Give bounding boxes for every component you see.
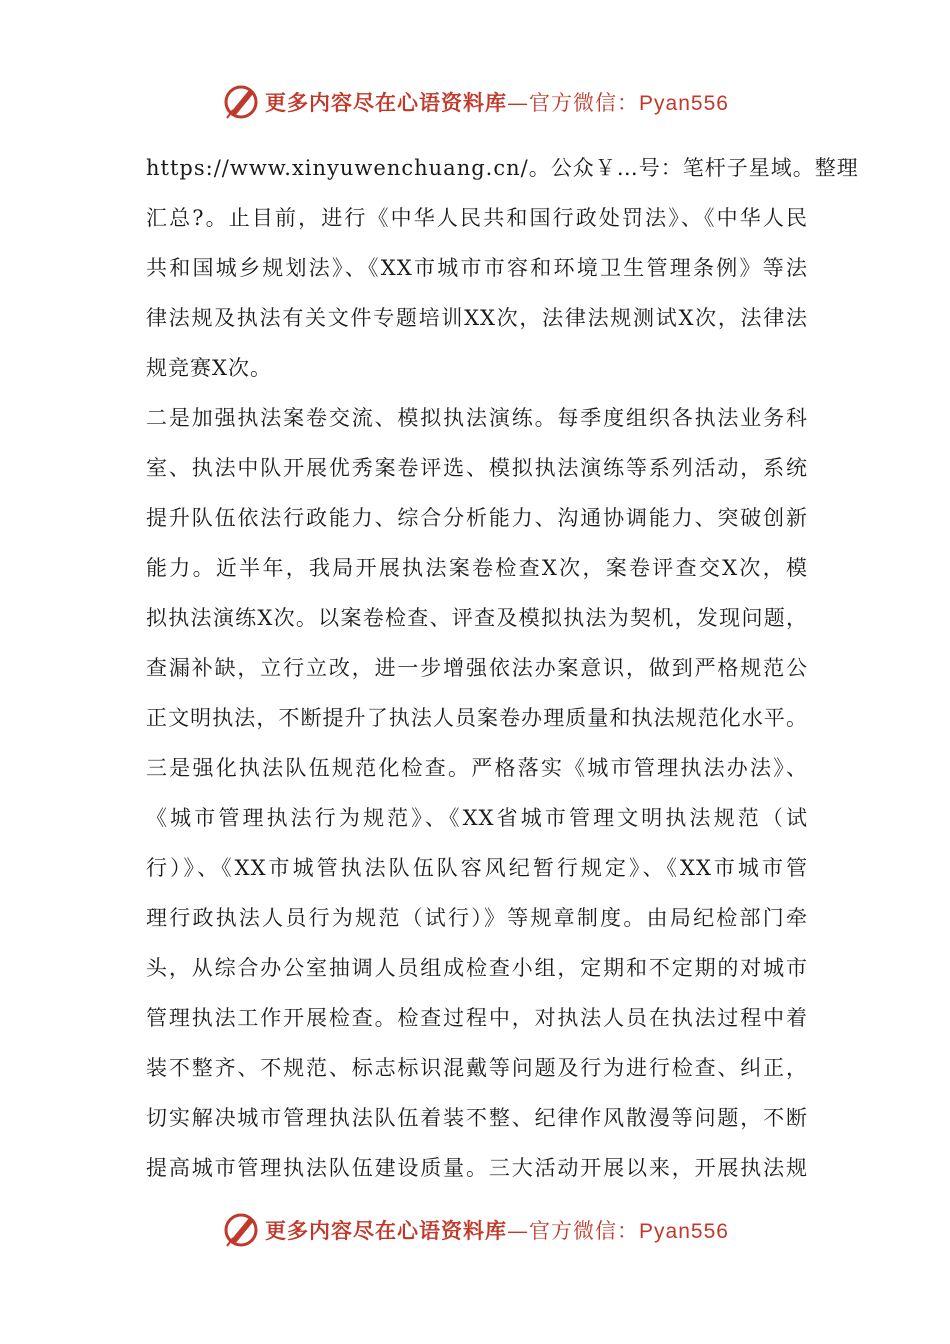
body-line: 律法规及执法有关文件专题培训XX次，法律法规测试X次，法律法 <box>146 306 808 330</box>
body-line: 提升队伍依法行政能力、综合分析能力、沟通协调能力、突破创新 <box>146 506 808 530</box>
body-line: 提高城市管理执法队伍建设质量。三大活动开展以来，开展执法规 <box>146 1156 808 1180</box>
header-wechat-id: Pyan556 <box>639 92 729 115</box>
body-line: 规竞赛X次。 <box>146 356 272 380</box>
body-line: 《城市管理执法行为规范》、《XX省城市管理文明执法规范（试 <box>146 806 808 830</box>
body-line: 行）》、《XX市城管执法队伍队容风纪暂行规定》、《XX市城市管 <box>146 856 808 880</box>
footer-banner-text <box>265 1215 729 1245</box>
body-line: 共和国城乡规划法》、《XX市城市市容和环境卫生管理条例》等法 <box>146 256 808 280</box>
footer-dash: — <box>507 1219 530 1243</box>
body-line: 正文明执法，不断提升了执法人员案卷办理质量和执法规范化水平。 <box>146 706 808 730</box>
footer-banner <box>0 1208 950 1252</box>
body-line: 能力。近半年，我局开展执法案卷检查X次，案卷评查交X次，模 <box>146 556 808 580</box>
pen-logo-icon <box>221 82 261 122</box>
body-line: 切实解决城市管理执法队伍着装不整、纪律作风散漫等问题，不断 <box>146 1106 808 1130</box>
body-line: https://www.xinyuwenchuang.cn/。公众￥…号：笔杆子星域。整理 <box>146 156 859 180</box>
body-line: 头，从综合办公室抽调人员组成检查小组，定期和不定期的对城市 <box>146 956 808 980</box>
header-wechat-label: 官方微信： <box>529 91 640 115</box>
footer-slogan: 更多内容尽在心语资料库 <box>265 1218 508 1243</box>
body-line: 管理执法工作开展检查。检查过程中，对执法人员在执法过程中着 <box>146 1006 808 1030</box>
document-body <box>146 143 859 1193</box>
body-line: 理行政执法人员行为规范（试行）》等规章制度。由局纪检部门牵 <box>146 906 808 930</box>
body-line: 三是强化执法队伍规范化检查。严格落实《城市管理执法办法》、 <box>146 756 808 780</box>
header-banner <box>0 80 950 124</box>
footer-wechat-label: 官方微信： <box>529 1219 640 1243</box>
pen-logo-icon <box>221 1210 261 1250</box>
header-banner-text <box>265 87 729 117</box>
body-line: 装不整齐、不规范、标志标识混戴等问题及行为进行检查、纠正， <box>146 1056 808 1080</box>
body-line: 查漏补缺，立行立改，进一步增强依法办案意识，做到严格规范公 <box>146 656 808 680</box>
body-line: 拟执法演练X次。以案卷检查、评查及模拟执法为契机，发现问题， <box>146 606 808 630</box>
body-line: 二是加强执法案卷交流、模拟执法演练。每季度组织各执法业务科 <box>146 406 808 430</box>
body-line: 汇总?。止目前，进行《中华人民共和国行政处罚法》、《中华人民 <box>146 206 808 230</box>
body-line: 室、执法中队开展优秀案卷评选、模拟执法演练等系列活动，系统 <box>146 456 808 480</box>
header-dash: — <box>507 91 530 115</box>
header-slogan: 更多内容尽在心语资料库 <box>265 90 508 115</box>
footer-wechat-id: Pyan556 <box>639 1220 729 1243</box>
